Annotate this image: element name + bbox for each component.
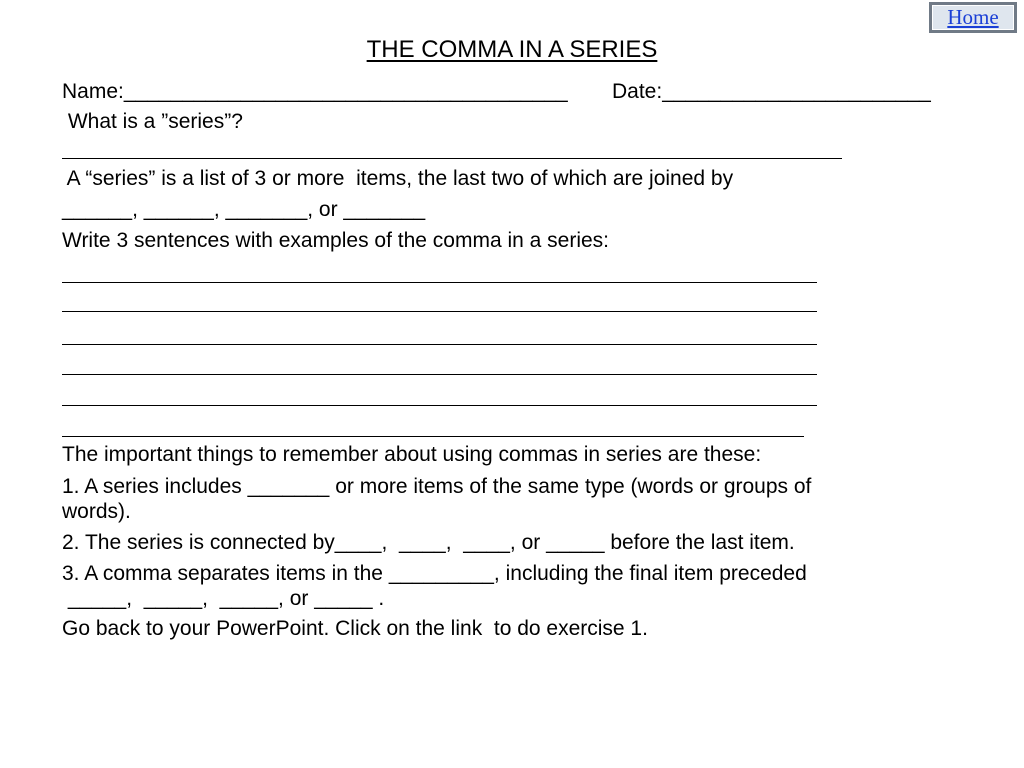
definition-text: A “series” is a list of 3 or more items, the last two of which are joined by: [62, 167, 734, 190]
name-field-label: Name:______________________________________: [62, 80, 568, 103]
closing-instruction: Go back to your PowerPoint. Click on the link to do exercise 1.: [62, 617, 648, 640]
sentence-line: [62, 344, 817, 345]
sentence-line: [62, 374, 817, 375]
rule-3: 3. A comma separates items in the _________, including the final item preceded: [62, 562, 807, 585]
sentence-line: [62, 282, 817, 283]
home-button[interactable]: [929, 2, 1017, 33]
definition-blanks: ______, ______, _______, or _______: [62, 198, 426, 221]
sentence-line: [62, 405, 817, 406]
date-field-label: Date:_______________________: [612, 80, 931, 103]
home-link-label[interactable]: Home: [947, 5, 999, 29]
rule-1: 1. A series includes _______ or more items of the same type (words or groups of: [62, 475, 812, 498]
sentence-line: [62, 311, 817, 312]
rule-2: 2. The series is connected by____, ____, ____, or _____ before the last item.: [62, 531, 795, 554]
question-text: What is a ”series”?: [62, 110, 243, 133]
answer-line: [62, 158, 842, 159]
remember-heading: The important things to remember about using commas in series are these:: [62, 443, 762, 466]
rule-1-continued: words).: [62, 500, 131, 523]
rule-3-continued: _____, _____, _____, or _____ .: [62, 587, 385, 610]
instruction-text: Write 3 sentences with examples of the comma in a series:: [62, 229, 610, 252]
page-title: THE COMMA IN A SERIES: [366, 36, 658, 63]
sentence-line: [62, 436, 804, 437]
